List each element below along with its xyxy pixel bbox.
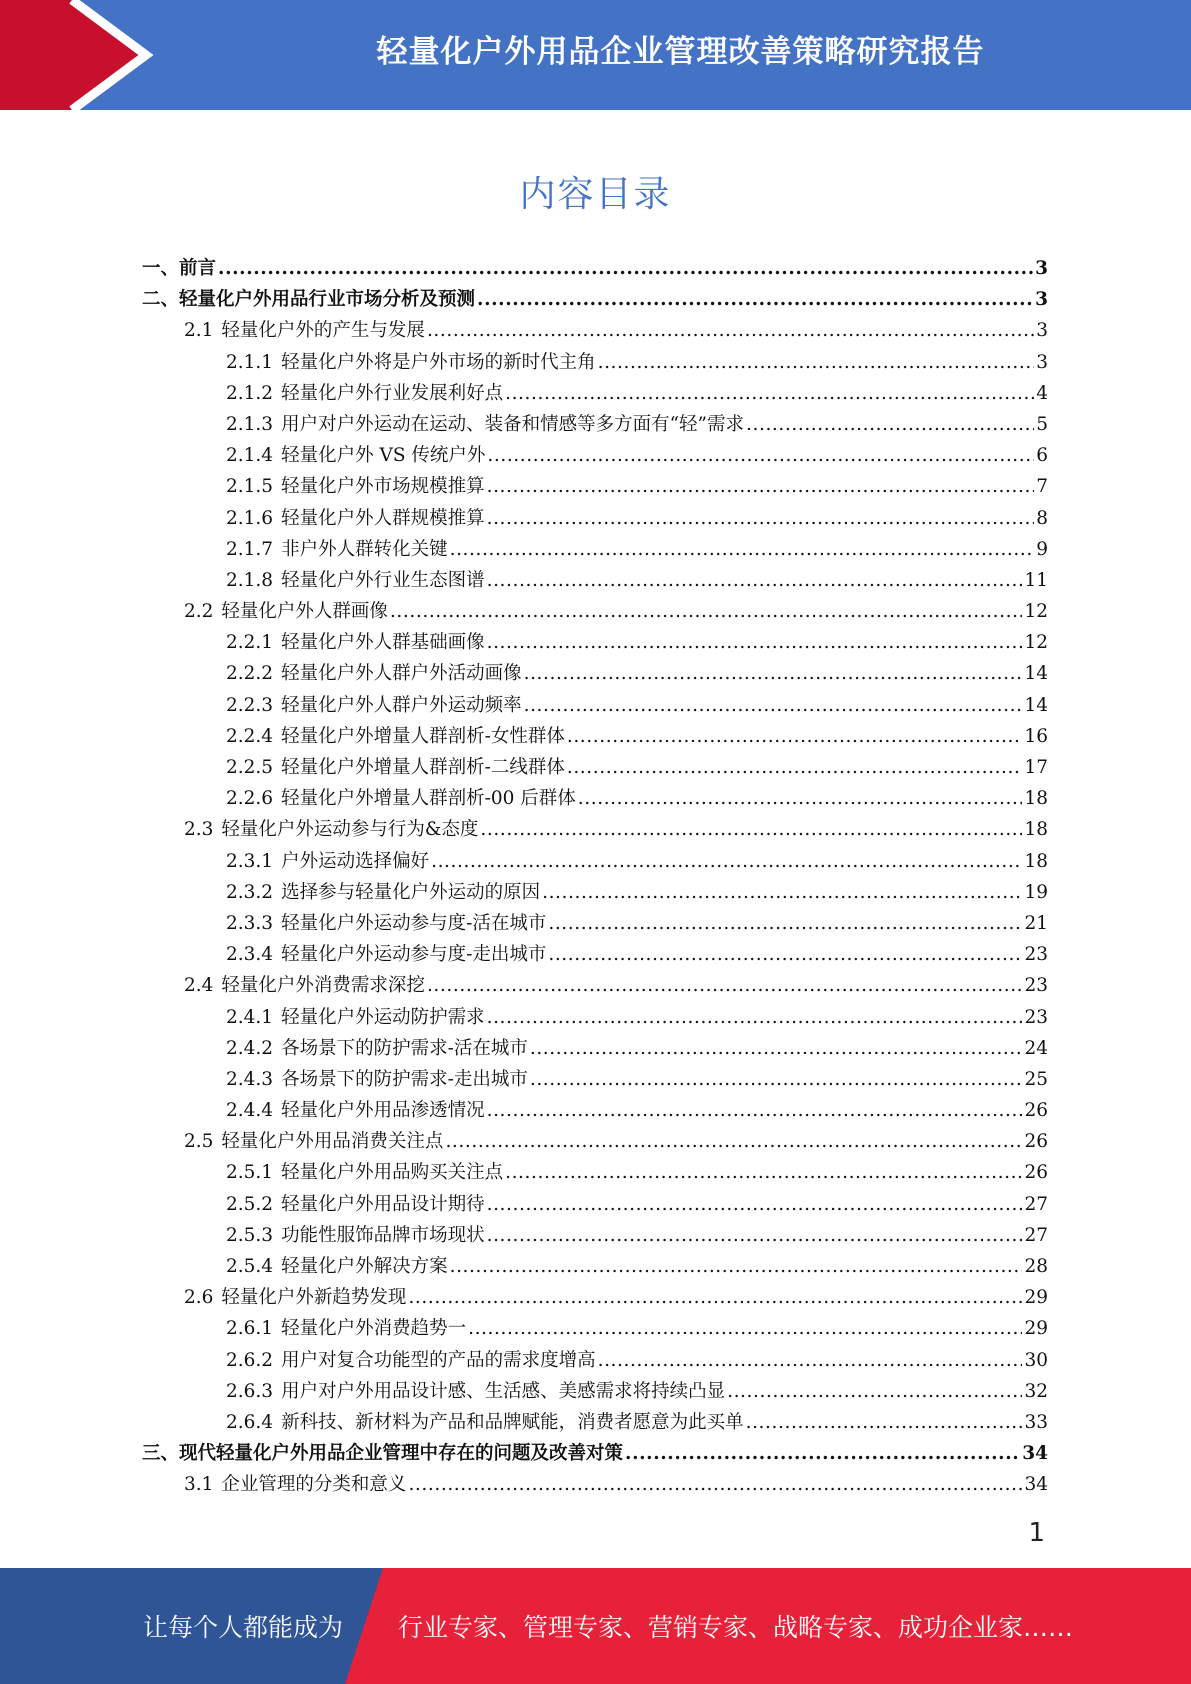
toc-entry-page: 21 bbox=[1024, 912, 1048, 934]
toc-entry-page: 3 bbox=[1035, 258, 1048, 279]
toc-dot-leader bbox=[530, 1069, 1023, 1090]
toc-entry-number: 2.6.3 bbox=[226, 1380, 274, 1402]
toc-entry-number: 2.5 bbox=[184, 1131, 214, 1153]
toc-entry-title: 轻量化户外增量人群剖析-二线群体 bbox=[281, 757, 565, 778]
toc-entry[interactable] bbox=[142, 784, 1048, 815]
toc-entry-title: 轻量化户外消费趋势一 bbox=[281, 1318, 467, 1340]
toc-entry-title: 用户对复合功能型的产品的需求度增高 bbox=[281, 1349, 596, 1371]
toc-entry-page: 18 bbox=[1024, 788, 1048, 810]
toc-entry-number: 2.4 bbox=[184, 975, 214, 997]
toc-entry-title: 轻量化户外用品消费关注点 bbox=[221, 1131, 444, 1153]
toc-dot-leader bbox=[427, 320, 1034, 341]
toc-entry-title: 轻量化户外人群户外活动画像 bbox=[281, 663, 522, 685]
toc-entry-page: 34 bbox=[1022, 1443, 1048, 1465]
toc-entry[interactable] bbox=[142, 535, 1048, 566]
toc-dot-leader bbox=[487, 1194, 1023, 1215]
toc-entry[interactable] bbox=[142, 691, 1048, 722]
toc-entry[interactable] bbox=[142, 1158, 1048, 1189]
toc-entry-page: 19 bbox=[1024, 881, 1048, 903]
toc-entry-number: 2.4.1 bbox=[226, 1006, 274, 1028]
toc-entry[interactable] bbox=[142, 722, 1048, 753]
toc-entry-title: 轻量化户外人群基础画像 bbox=[281, 632, 485, 654]
toc-entry-page: 18 bbox=[1024, 850, 1048, 872]
toc-entry-page: 26 bbox=[1024, 1100, 1048, 1122]
toc-entry-page: 14 bbox=[1024, 663, 1048, 685]
toc-entry[interactable] bbox=[142, 285, 1048, 316]
toc-entry[interactable] bbox=[142, 1346, 1048, 1377]
toc-dot-leader bbox=[218, 258, 1033, 279]
toc-entry-page: 3 bbox=[1036, 351, 1048, 373]
toc-entry-number: 2.1.4 bbox=[226, 445, 274, 467]
toc-entry-title: 轻量化户外行业发展利好点 bbox=[281, 382, 504, 404]
toc-dot-leader bbox=[390, 601, 1023, 622]
toc-entry[interactable] bbox=[142, 348, 1048, 379]
toc-dot-leader bbox=[487, 476, 1035, 497]
toc-dot-leader bbox=[530, 1038, 1023, 1059]
toc-entry-number: 2.2 bbox=[184, 601, 214, 623]
toc-entry-page: 14 bbox=[1024, 694, 1048, 716]
toc-entry-number: 2.3.1 bbox=[226, 850, 274, 872]
toc-entry-page: 30 bbox=[1024, 1349, 1048, 1371]
toc-entry-title: 用户对户外用品设计感、生活感、美感需求将持续凸显 bbox=[281, 1380, 726, 1402]
toc-entry[interactable] bbox=[142, 1065, 1048, 1096]
toc-entry-number: 2.3.4 bbox=[226, 944, 274, 966]
toc-entry-page: 18 bbox=[1024, 819, 1048, 841]
toc-entry-number: 2.5.4 bbox=[226, 1256, 274, 1277]
toc-entry-number: 2.1.7 bbox=[226, 538, 274, 560]
toc-entry-number: 2.2.5 bbox=[226, 757, 274, 778]
toc-dot-leader bbox=[727, 1381, 1022, 1402]
toc-entry-page: 29 bbox=[1024, 1318, 1048, 1340]
toc-dot-leader bbox=[487, 1225, 1023, 1246]
toc-entry-number: 2.1.5 bbox=[226, 476, 274, 498]
toc-entry-number: 3.1 bbox=[184, 1474, 214, 1496]
toc-entry[interactable] bbox=[142, 1003, 1048, 1034]
toc-entry-page: 12 bbox=[1024, 632, 1048, 654]
toc-entry[interactable] bbox=[142, 1221, 1048, 1252]
toc-entry[interactable] bbox=[142, 504, 1048, 535]
toc-entry-number: 2.2.2 bbox=[226, 663, 274, 685]
toc-entry-number: 2.5.2 bbox=[226, 1193, 274, 1215]
toc-entry-number: 2.1.6 bbox=[226, 507, 274, 529]
toc-entry-number: 2.1 bbox=[184, 320, 214, 342]
toc-entry-number: 2.4.3 bbox=[226, 1068, 274, 1090]
toc-dot-leader bbox=[524, 663, 1023, 684]
toc-entry-title: 轻量化户外运动防护需求 bbox=[281, 1006, 485, 1028]
toc-entry-title: 轻量化户外行业生态图谱 bbox=[281, 569, 485, 591]
toc-dot-leader bbox=[746, 1412, 1023, 1433]
toc-entry-title: 轻量化户外市场规模推算 bbox=[281, 476, 485, 498]
toc-dot-leader bbox=[445, 1131, 1022, 1152]
table-of-contents bbox=[142, 254, 1048, 1502]
toc-entry[interactable] bbox=[142, 597, 1048, 628]
toc-entry[interactable] bbox=[142, 940, 1048, 971]
toc-entry-page: 27 bbox=[1024, 1224, 1048, 1246]
toc-dot-leader bbox=[408, 1474, 1022, 1495]
toc-entry-number: 2.6.4 bbox=[226, 1411, 274, 1433]
toc-entry-number: 2.4.2 bbox=[226, 1037, 274, 1059]
toc-entry-title: 各场景下的防护需求-活在城市 bbox=[281, 1037, 528, 1059]
toc-entry-page: 25 bbox=[1024, 1068, 1048, 1090]
toc-entry-page: 3 bbox=[1036, 320, 1048, 342]
toc-entry-title: 轻量化户外增量人群剖析-女性群体 bbox=[281, 725, 565, 747]
toc-entry[interactable] bbox=[142, 441, 1048, 472]
toc-entry-number: 2.1.3 bbox=[226, 413, 274, 435]
toc-entry[interactable] bbox=[142, 1314, 1048, 1345]
toc-entry-title: 非户外人群转化关键 bbox=[281, 538, 448, 560]
toc-dot-leader bbox=[548, 944, 1022, 965]
toc-entry[interactable] bbox=[142, 472, 1048, 503]
toc-entry-page: 28 bbox=[1024, 1256, 1048, 1277]
toc-entry-page: 33 bbox=[1024, 1411, 1048, 1433]
toc-entry-number: 2.1.8 bbox=[226, 569, 274, 591]
toc-entry[interactable] bbox=[142, 1470, 1048, 1501]
toc-entry-page: 27 bbox=[1024, 1193, 1048, 1215]
toc-heading: 内容目录 bbox=[519, 174, 672, 215]
toc-entry-page: 23 bbox=[1024, 975, 1048, 997]
page-footer bbox=[0, 1568, 1191, 1684]
toc-dot-leader bbox=[578, 788, 1023, 809]
toc-entry-title: 新科技、新材料为产品和品牌赋能，消费者愿意为此买单 bbox=[281, 1411, 744, 1433]
toc-entry-title: 轻量化户外用品渗透情况 bbox=[281, 1100, 485, 1122]
toc-dot-leader bbox=[450, 1256, 1023, 1277]
toc-entry-title: 轻量化户外人群户外运动频率 bbox=[281, 694, 522, 716]
toc-dot-leader bbox=[625, 1443, 1020, 1464]
toc-entry[interactable] bbox=[142, 410, 1048, 441]
toc-entry[interactable] bbox=[142, 815, 1048, 846]
toc-entry-number: 2.3.2 bbox=[226, 881, 274, 903]
toc-entry-title: 轻量化户外用品购买关注点 bbox=[281, 1162, 504, 1184]
toc-entry[interactable] bbox=[142, 254, 1048, 285]
toc-dot-leader bbox=[487, 570, 1023, 591]
toc-dot-leader bbox=[450, 539, 1035, 560]
toc-entry-title: 前言 bbox=[179, 258, 217, 279]
toc-entry[interactable] bbox=[142, 1283, 1048, 1314]
toc-dot-leader bbox=[598, 1350, 1023, 1371]
toc-entry-title: 轻量化户外的产生与发展 bbox=[221, 320, 425, 342]
toc-entry-page: 34 bbox=[1024, 1474, 1048, 1496]
toc-entry-title: 轻量化户外新趋势发现 bbox=[221, 1287, 407, 1309]
toc-entry-page: 9 bbox=[1036, 538, 1048, 560]
toc-entry[interactable] bbox=[142, 316, 1048, 347]
toc-entry-number: 2.5.1 bbox=[226, 1162, 274, 1184]
toc-dot-leader bbox=[487, 508, 1035, 529]
toc-dot-leader bbox=[477, 289, 1033, 310]
toc-entry-number: 2.1.1 bbox=[226, 351, 274, 373]
toc-entry-number: 一、 bbox=[142, 258, 180, 279]
toc-entry-page: 12 bbox=[1024, 601, 1048, 623]
toc-dot-leader bbox=[598, 352, 1035, 373]
toc-entry-page: 7 bbox=[1036, 476, 1048, 498]
toc-entry-number: 2.4.4 bbox=[226, 1100, 274, 1122]
toc-entry-title: 选择参与轻量化户外运动的原因 bbox=[281, 881, 541, 903]
toc-entry-title: 轻量化户外 VS 传统户外 bbox=[281, 445, 486, 467]
toc-entry-title: 现代轻量化户外用品企业管理中存在的问题及改善对策 bbox=[179, 1443, 624, 1465]
toc-entry-title: 各场景下的防护需求-走出城市 bbox=[281, 1068, 528, 1090]
toc-dot-leader bbox=[524, 695, 1023, 716]
toc-dot-leader bbox=[487, 445, 1034, 466]
toc-entry[interactable] bbox=[142, 379, 1048, 410]
toc-entry[interactable] bbox=[142, 753, 1048, 784]
toc-entry-number: 2.5.3 bbox=[226, 1224, 274, 1246]
toc-entry-page: 17 bbox=[1024, 757, 1048, 778]
toc-entry-number: 2.2.4 bbox=[226, 725, 274, 747]
page-header bbox=[0, 0, 1191, 110]
toc-entry-title: 轻量化户外解决方案 bbox=[281, 1256, 448, 1277]
toc-entry[interactable] bbox=[142, 878, 1048, 909]
footer-slogan-left: 让每个人都能成为 bbox=[143, 1613, 344, 1642]
toc-entry-number: 2.6.2 bbox=[226, 1349, 274, 1371]
toc-entry-page: 8 bbox=[1036, 507, 1048, 529]
toc-entry-title: 轻量化户外增量人群剖析-00 后群体 bbox=[281, 788, 576, 810]
toc-entry[interactable] bbox=[142, 1190, 1048, 1221]
toc-dot-leader bbox=[567, 757, 1023, 778]
toc-entry-number: 二、 bbox=[142, 289, 180, 311]
toc-entry[interactable] bbox=[142, 1034, 1048, 1065]
toc-entry-page: 3 bbox=[1035, 289, 1048, 311]
toc-entry-title: 轻量化户外将是户外市场的新时代主角 bbox=[281, 351, 596, 373]
toc-entry[interactable] bbox=[142, 628, 1048, 659]
toc-entry[interactable] bbox=[142, 1252, 1048, 1283]
toc-entry-title: 轻量化户外运动参与度-活在城市 bbox=[281, 912, 547, 934]
toc-entry-title: 用户对户外运动在运动、装备和情感等多方面有“轻”需求 bbox=[281, 413, 744, 435]
toc-entry[interactable] bbox=[142, 1439, 1048, 1470]
footer-slogan-right: 行业专家、管理专家、营销专家、战略专家、成功企业家…… bbox=[398, 1613, 1074, 1642]
toc-dot-leader bbox=[431, 851, 1022, 872]
toc-entry-title: 企业管理的分类和意义 bbox=[221, 1474, 407, 1496]
toc-dot-leader bbox=[567, 726, 1023, 747]
toc-entry-page: 23 bbox=[1024, 1006, 1048, 1028]
toc-dot-leader bbox=[487, 1100, 1023, 1121]
toc-entry-page: 26 bbox=[1024, 1162, 1048, 1184]
toc-dot-leader bbox=[480, 819, 1022, 840]
toc-dot-leader bbox=[468, 1318, 1022, 1339]
toc-entry-page: 6 bbox=[1036, 445, 1048, 467]
toc-entry-number: 2.3.3 bbox=[226, 912, 274, 934]
toc-dot-leader bbox=[487, 632, 1023, 653]
toc-entry-title: 轻量化户外人群规模推算 bbox=[281, 507, 485, 529]
toc-entry-number: 2.6 bbox=[184, 1287, 214, 1309]
toc-entry-number: 2.1.2 bbox=[226, 382, 274, 404]
toc-dot-leader bbox=[505, 383, 1034, 404]
toc-entry-number: 2.2.6 bbox=[226, 788, 274, 810]
toc-dot-leader bbox=[542, 882, 1022, 903]
toc-dot-leader bbox=[408, 1287, 1022, 1308]
toc-entry-number: 2.2.1 bbox=[226, 632, 274, 654]
toc-entry-title: 轻量化户外人群画像 bbox=[221, 601, 388, 623]
toc-entry-title: 轻量化户外用品行业市场分析及预测 bbox=[179, 289, 476, 311]
toc-entry-page: 24 bbox=[1024, 1037, 1048, 1059]
toc-entry[interactable] bbox=[142, 1096, 1048, 1127]
toc-dot-leader bbox=[487, 1007, 1023, 1028]
toc-entry-title: 轻量化户外用品设计期待 bbox=[281, 1193, 485, 1215]
toc-entry-page: 23 bbox=[1024, 944, 1048, 966]
toc-entry-page: 11 bbox=[1024, 569, 1048, 591]
toc-entry-title: 轻量化户外运动参与行为&态度 bbox=[221, 819, 479, 841]
toc-dot-leader bbox=[548, 913, 1022, 934]
toc-entry-title: 轻量化户外运动参与度-走出城市 bbox=[281, 944, 547, 966]
toc-entry[interactable] bbox=[142, 1408, 1048, 1439]
toc-dot-leader bbox=[427, 975, 1023, 996]
toc-entry[interactable] bbox=[142, 847, 1048, 878]
toc-entry-title: 轻量化户外消费需求深挖 bbox=[221, 975, 425, 997]
report-title: 轻量化户外用品企业管理改善策略研究报告 bbox=[376, 34, 985, 70]
toc-entry[interactable] bbox=[142, 1377, 1048, 1408]
toc-dot-leader bbox=[746, 414, 1034, 435]
toc-entry[interactable] bbox=[142, 1127, 1048, 1158]
toc-dot-leader bbox=[505, 1162, 1022, 1183]
toc-entry-page: 29 bbox=[1024, 1287, 1048, 1309]
toc-entry-title: 户外运动选择偏好 bbox=[281, 850, 430, 872]
toc-entry-page: 32 bbox=[1024, 1380, 1048, 1402]
toc-entry-page: 16 bbox=[1024, 725, 1048, 747]
toc-entry-page: 26 bbox=[1024, 1131, 1048, 1153]
toc-entry-number: 2.3 bbox=[184, 819, 214, 841]
toc-entry-number: 2.2.3 bbox=[226, 694, 274, 716]
toc-entry-number: 三、 bbox=[142, 1443, 180, 1465]
toc-entry[interactable] bbox=[142, 659, 1048, 690]
toc-entry-number: 2.6.1 bbox=[226, 1318, 274, 1340]
toc-entry[interactable] bbox=[142, 909, 1048, 940]
toc-entry-page: 4 bbox=[1036, 382, 1048, 404]
toc-entry-page: 5 bbox=[1036, 413, 1048, 435]
toc-entry-title: 功能性服饰品牌市场现状 bbox=[281, 1224, 485, 1246]
toc-entry[interactable] bbox=[142, 971, 1048, 1002]
toc-entry[interactable] bbox=[142, 566, 1048, 597]
page-number: 1 bbox=[1028, 1518, 1045, 1548]
